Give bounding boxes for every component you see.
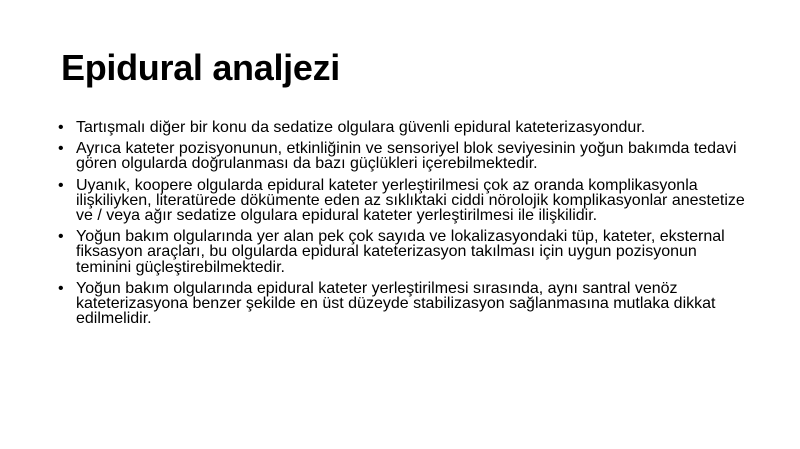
bullet-list — [58, 120, 748, 332]
bullet-item — [58, 141, 748, 171]
bullet-dot-icon: • — [58, 279, 64, 297]
bullet-dot-icon: • — [58, 119, 64, 136]
slide-title: Epidural analjezi — [61, 47, 340, 88]
bullet-dot-icon: • — [58, 228, 64, 246]
bullet-text: Tartışmalı diğer bir konu da sedatize olgulara güvenli epidural kateterizasyondur. — [76, 119, 646, 136]
bullet-item — [58, 178, 748, 224]
bullet-dot-icon: • — [58, 140, 64, 158]
bullet-dot-icon: • — [58, 176, 64, 194]
bullet-item — [58, 229, 748, 275]
bullet-item — [58, 281, 748, 327]
bullet-text: Ayrıca kateter pozisyonunun, etkinliğinin ve sensoriyel blok seviyesinin yoğun bakımda tedavi gören olgularda doğrulanması da bazı güçlükleri içerebilmektedir. — [76, 140, 737, 173]
bullet-text: Yoğun bakım olgularında yer alan pek çok sayıda ve lokalizasyondaki tüp, kateter, eksternal fiksasyon araçları, bu olgularda epidural kateterizasyon takılması için uygun pozisyonun teminini güçleştirebilmektedir. — [76, 228, 725, 276]
bullet-text: Yoğun bakım olgularında epidural kateter yerleştirilmesi sırasında, aynı santral venöz kateterizasyona benzer şekilde en üst düzeyde stabilizasyon sağlanmasına mutlaka dikkat edilmelidir. — [76, 279, 716, 328]
bullet-item — [58, 120, 748, 135]
bullet-text: Uyanık, koopere olgularda epidural kateter yerleştirilmesi çok az oranda komplikasyonla ilişkiliyken, literatürede dökümente eden az sıklıktaki ciddi nörolojik komplikasyonlar anestetize ve / veya ağır sedatize olgulara epidural kateter yerleştirilmesi ile ilişkilidir. — [76, 176, 745, 225]
